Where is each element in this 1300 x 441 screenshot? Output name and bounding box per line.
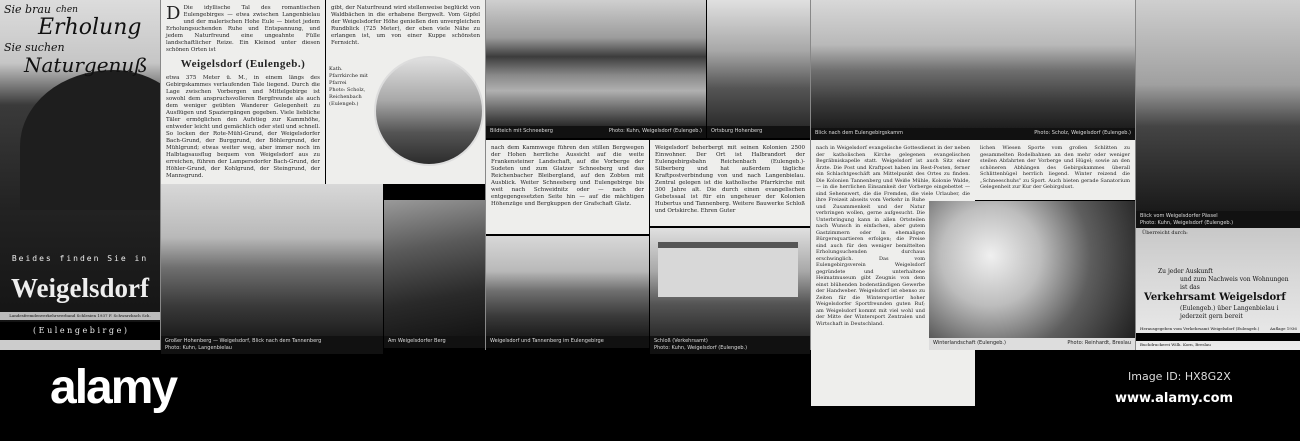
cover-town-name: Weigelsdorf: [11, 273, 149, 303]
cover-panel: [0, 0, 160, 350]
info-line-3: ist das: [1180, 284, 1200, 291]
photo-hohenberg-castle: [707, 0, 810, 126]
intro-dropcap: D: [166, 3, 181, 24]
alamy-url: www.alamy.com: [1115, 391, 1234, 406]
caption-credit: Photo: Kuhn, Weigelsdorf (Eulengeb.): [654, 345, 748, 351]
caption-credit: Photo: Kuhn, Weigelsdorf (Eulengeb.): [608, 128, 702, 134]
caption-hohenberg: [161, 336, 383, 354]
verkehrsamt-name: Verkehrsamt Weigelsdorf: [1144, 292, 1286, 303]
image-id: Image ID: HX8G2X: [1128, 370, 1231, 383]
cover-tagline: Beides finden Sie in: [11, 254, 149, 263]
caption-title: Winterlandschaft (Eulengeb.): [933, 340, 1006, 346]
caption-kamm: [811, 128, 1135, 140]
overprint-label: Überreicht durch:: [1142, 230, 1188, 236]
caption-title: Blick vom Weigelsdorfer Pässel: [1140, 213, 1218, 219]
alamy-logo: alamy: [50, 361, 177, 414]
caption-berg: [384, 336, 485, 348]
cover-slogan-2a: Sie suchen: [4, 41, 65, 54]
photo-weigelsdorf-tannenberg: [486, 236, 649, 336]
edition-note: Auflage 1936: [1270, 326, 1297, 331]
cover-slogan-word1: Erholung: [38, 15, 142, 40]
info-line-5: jederzeit gern bereit: [1180, 313, 1243, 320]
fold-line: [810, 0, 811, 350]
intro-headline: Weigelsdorf (Eulengeb.): [180, 58, 306, 70]
photo-winter: [929, 201, 1135, 338]
caption-title: Weigelsdorf und Tannenberg im Eulengebirge: [490, 338, 604, 344]
caption-credit: Photo: Kuhn, Weigelsdorf (Eulengeb.): [1140, 220, 1234, 226]
photo-church-circle: [374, 56, 484, 166]
panel3-paragraph: gibt, der Naturfreund wird stellenweise beglückt von Waldbächen in die erhabene Bergwelt. Vom Gipfel der Weigelsdorfer Höhe genießen den unvergleichen Rundblick (725 Meter), der eben viele Nähe zu erlangen ist, um von einer Kuppe schönsten Fernsicht.: [331, 5, 480, 46]
caption-bildteich: [486, 126, 706, 138]
photo-eulengebirgskamm: [811, 0, 1135, 128]
cover-slogan-word2: Naturgenuß: [24, 53, 148, 77]
photo-paessel: [1136, 0, 1300, 211]
church-caption-credit: Photo: Scholz, Reichenbach (Eulengeb.): [329, 87, 366, 107]
photo-schloss: [650, 228, 810, 336]
caption-winter: [929, 338, 1135, 350]
middle-text-left: [486, 140, 649, 234]
caption-title: Blick nach dem Eulengebirgskamm: [815, 130, 904, 136]
middle-paragraph-right: Weigelsdorf beherbergt mit seinen Kolonien 2500 Einwohner. Der Ort ist Halbrandort der Eulengebirgsbahn Reichenbach (Eulengeb.)-Silberberg und hat außerdem tägliche Kraftpostverbindung von und nach Langenbielau. Zentral gelegen ist die katholische Pfarrkirche mit 300 Jahre alt. Die durch einen evangelischen Gebetssaal ist für ein ungeheuer der Kolonien Hubertus und Tannenberg. Weitere Bauwerke Schloß und Ortskirche. Ehren Guter: [655, 145, 805, 214]
back-info-panel: [1136, 228, 1300, 350]
intro-paragraph-2: etwa 375 Meter ü. M., in einem längs des Gebirgskammes verlaufenden Tale liegend. Durch die Lage zwischen Vorbergen und Mittelgebirge ist sowohl dem anspruchsvolleren Bergfreunde als auch dem weniger geübten Wanderer Gelegenheit zu Ausflügen und Spaziergängen gegeben. Viele liebliche Täler ermöglichen den Aufstieg zur Kammhöhe, entweder leicht und gemächlich oder steil und schnell. So locken der Rote-Mühl-Grund, der Weigelsdorfer Bach-Grund, der Burggrund, der Böhlergrund, der Mühlgrund; etwas weiter weg, aber immer noch im Halbtagsausflug bequem von Weigelsdorf aus zu erreichen, führen der Lampersdorfer Bach-Grund, der Höhler-Grund, der Kohlgrund, der Steingrund, der Mannsgrund.: [166, 75, 320, 179]
right-text-right: [975, 140, 1135, 200]
photo-weigelsdorfer-berg: [384, 200, 485, 336]
intro-paragraph-1: Die idyllische Tal des romantischen Eulengebirges — etwa zwischen Langenbielau und der malerischen Hohe Eule — bietet jedem Erholungsuchenden Ruhe und Entspannung, und jedem Naturfreund eine ungeahnte Fülle landschaftlicher Reize. Ein Kleinod unter diesen schönen Orten ist: [166, 5, 320, 53]
black-bar: [1136, 333, 1300, 341]
cover-region: ( E u l e n g e b i r g e ): [0, 322, 160, 340]
middle-text-right: [650, 140, 810, 226]
fold-line: [1135, 0, 1136, 350]
caption-tannenberg: [486, 336, 649, 348]
cover-printer: Landesfremdenverkehrsverband Schlesien 1937 F. Schwarzbach Sch.: [0, 312, 160, 320]
church-caption: [329, 66, 371, 108]
photo-hohenberg: [161, 184, 383, 336]
middle-paragraph-left: nach dem Kammwege führen den stillen Bergwegen der Hohen herrliche Aussicht auf die weite Frankensteiner Landschaft, auf die Vorberge der Sudeten und zum Glatzer Schneeberg und das Reichenbacher Bleibergland, auf den Zobten mit Ausblick. Weiter Schneeberg und Eulengebirge bis weit nach Schweidnitz oder — nach der entgegengesetzten Seite hin — auf die mächtigen Höhenzüge und Bergkuppen der Grafschaft Glatz.: [491, 145, 644, 207]
caption-credit: Photo: Reinhardt, Breslau: [1067, 340, 1131, 346]
right-paragraph-left: nach in Weigelsdorf evangelische Gottesdienst in der neben der katholischen Kirche gelegenen evangelischen Begräbniskapelle statt. Weigelsdorf ist auch Sitz einer Ärzte. Die Post und Kraftpost haben im Rest-Posten, ferner ein Schlachtgeschäft am Mittelpunkt des Ortes zu finden. Die Kolonien Tannenberg und Weiße Mühle, Kolonie Walde, — in die herrlichen Einsamkeit der Vorberge eingebettet — sind Sehenswert, die die Fremden, die viele Urlauber, die ihre Freizeit abseits vom Verkehr in Ruhe und Zusammenkeit und der Natur verbringen wollen, gerne aufgesucht. Die Unterbringung kann in allen Ortsteilen nach Wunsch in einfachen, aber gutem Gastzimmern oder in ehemaligen Bürgersquartieren erfolgen; die Preise sind auch für den weniger bemittelten Erholungsuchenden durchaus erschwinglich. Das vom Eulengebirgsverein Weigelsdorf gegründete und unterhaltene Heimatmuseum gibt Zeugnis von dem einst blühenden bodenständigen Gewerbe der Handweber. Weigelsdorf ist ebenso zu Zeiten für die Wintersportler hoher Weigelsdorfer Sportfreunden guten Ruf; am Weigelsdorf kommt mit viel wohl und der Mitte der Wintersport Zentralen und Wirtschaft in Deutschland.: [816, 145, 970, 327]
caption-paessel: [1136, 211, 1300, 229]
caption-title: Ortsburg Hohenberg: [711, 128, 763, 134]
caption-credit: Photo: Kuhn, Langenbielau: [165, 345, 232, 351]
info-line-2: und zum Nachweis von Wohnungen: [1180, 276, 1289, 283]
photo-bildteich: [486, 0, 706, 126]
caption-schloss: [650, 336, 810, 354]
back-printer: Buchdruckerei Wilh. Korn, Breslau: [1140, 342, 1211, 347]
info-line-4: (Eulengeb.) über Langenbielau i: [1180, 305, 1279, 312]
caption-ortsburg: [707, 126, 810, 138]
caption-title: Schloß (Verkehrsamt): [654, 338, 708, 344]
caption-title: Großer Hohenberg — Weigelsdorf, Blick nach dem Tannenberg: [165, 338, 322, 344]
mountain-shape: [20, 70, 160, 210]
cover-bottom-strip: [0, 340, 160, 350]
cover-slogan-1b: chen: [56, 5, 78, 15]
caption-title: Am Weigelsdorfer Berg: [388, 338, 446, 344]
intro-text-panel: [161, 0, 325, 185]
fold-line: [485, 0, 486, 350]
info-line-1: Zu jeder Auskunft: [1158, 268, 1213, 275]
cover-slogan-1a: Sie brau: [4, 3, 52, 16]
caption-title: Bildteich mit Schneeberg: [490, 128, 553, 134]
right-paragraph-right: lichen Wiesen Sporte vom großen Schlitten zu gesammelten Rodelbahnen an den mehr oder weniger steilen Abfahrten der Vorberge und Hügel; sowie an den schöneren Abhängen des Gebirgskammes überall Schlittenhügel herrlich liegend. Winter reizend die „Schneeschuhs“ zu Sport. Auch bieten gerade Sanatorium Gelegenheit zur Kur der Gebirgslust.: [980, 145, 1130, 190]
publisher-note: Herausgegeben vom Verkehrsamt Weigelsdorf (Eulengeb.): [1140, 326, 1260, 331]
church-caption-title: Kath. Pfarrkirche mit Pfarrei: [329, 66, 368, 86]
caption-credit: Photo: Scholz, Weigelsdorf (Eulengeb.): [1034, 130, 1131, 136]
schloss-building: [658, 242, 798, 297]
fold-line: [160, 0, 161, 350]
